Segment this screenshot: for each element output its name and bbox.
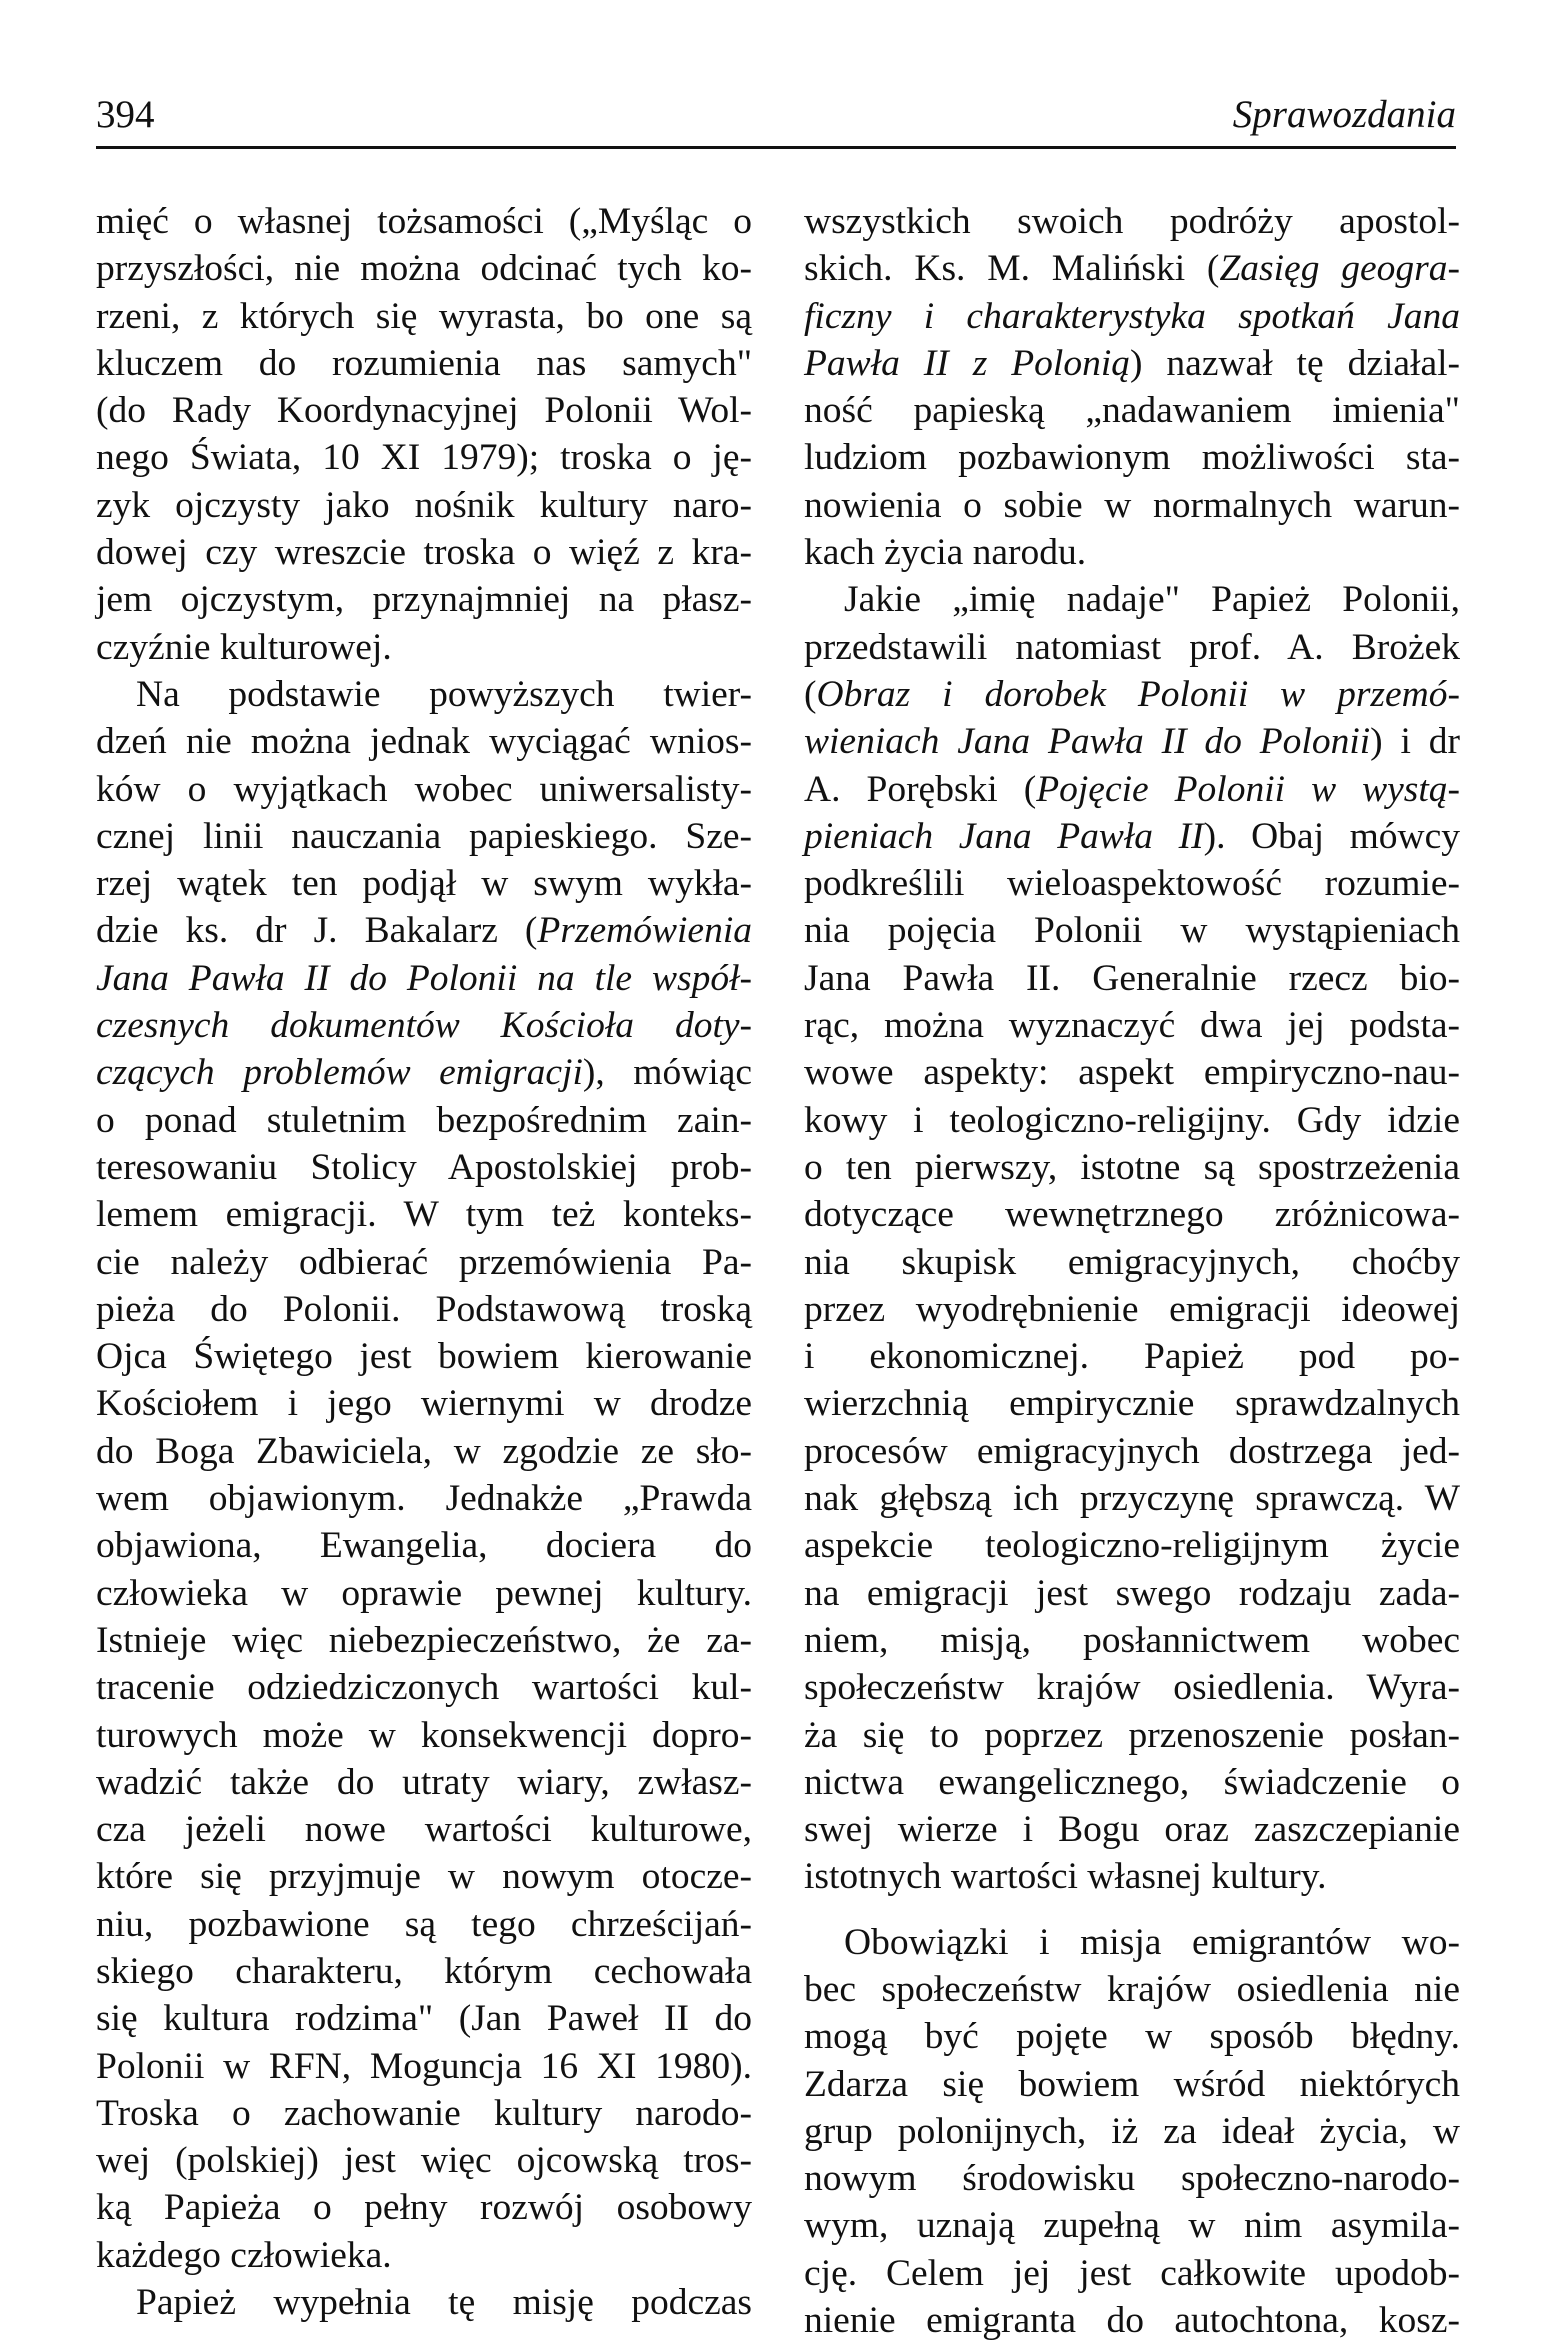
italic-title: wieniach Jana Pawła II do Polonii [804,721,1371,763]
text-line: mięć o własnej tożsamości („Myśląc o [96,201,752,242]
text-line: o ponad stuletnim bezpośrednim zain- [96,1099,752,1141]
text-line: każdego człowieka. [96,2234,392,2276]
text-line: wszystkich swoich podróży apostol- [804,201,1460,242]
text-line: rzej wątek ten podjął w swym wykła- [96,863,752,905]
text-line: objawiona, Ewangelia, dociera do [96,1525,752,1567]
page-number: 394 [96,93,155,136]
text-line: wierzchnią empirycznie sprawdzalnych [804,1383,1460,1425]
text-line: nak głębszą ich przyczynę sprawczą. W [804,1478,1460,1520]
text-line: grup polonijnych, iż za ideał życia, w [804,2110,1460,2152]
text-line: ża się to poprzez przenoszenie posłan- [804,1714,1460,1756]
text-segment: ), mówiąc [582,1052,753,1094]
text-line: niu, pozbawione są tego chrześcijań- [96,1903,752,1945]
text-line: na emigracji jest swego rodzaju zada- [804,1572,1460,1614]
text-line: nienie emigranta do autochtona, kosz- [804,2300,1460,2342]
text-line: wej (polskiej) jest więc ojcowską tros- [96,2140,752,2182]
text-line: wem objawionym. Jednakże „Prawda [96,1478,752,1520]
italic-title: Pawła II z Polonią [804,342,1130,384]
text-line: człowieka w oprawie pewnej kultury. [96,1572,752,1614]
text-line: Ojca Świętego jest bowiem kierowanie [96,1336,752,1378]
text-line [804,293,1460,340]
text-line [96,955,752,1002]
text-line: skiego charakteru, którym cechowała [96,1950,752,1992]
text-line: ludziom pozbawionym możliwości sta- [804,437,1460,479]
text-line: podkreślili wieloaspektowość rozumie- [804,863,1460,905]
text-line: istotnych wartości własnej kultury. [804,1856,1327,1898]
text-line: przez wyodrębnienie emigracji ideowej [804,1288,1460,1330]
text-segment: skich. Ks. M. Maliński ( [804,248,1220,290]
text-line: cza jeżeli nowe wartości kulturowe, [96,1809,752,1851]
text-line: wadzić także do utraty wiary, zwłasz- [96,1761,752,1803]
text-line: Istnieje więc niebezpieczeństwo, że za- [96,1619,752,1661]
text-line: się kultura rodzima" (Jan Paweł II do [96,1998,752,2040]
text-line: Jakie „imię nadaje" Papież Polonii, [844,579,1460,621]
text-segment: A. Porębski ( [804,768,1037,810]
text-line: Troska o zachowanie kultury narodo- [96,2092,752,2134]
text-line: nia skupisk emigracyjnych, choćby [804,1241,1460,1283]
text-line: Na podstawie powyższych twier- [136,673,752,715]
text-line: do Boga Zbawiciela, w zgodzie ze sło- [96,1430,752,1472]
text-line: (do Rady Koordynacyjnej Polonii Wol- [96,390,752,432]
text-line: które się przyjmuje w nowym otocze- [96,1856,752,1898]
page-header [96,92,1456,146]
running-title: Sprawozdania [1232,93,1456,136]
text-line: procesów emigracyjnych dostrzega jed- [804,1430,1460,1472]
italic-title: Jana Pawła II do Polonii na tle współ- [96,957,752,999]
text-line: i ekonomicznej. Papież pod po- [804,1336,1460,1378]
left-column [96,198,752,2326]
text-line: Papież wypełnia tę misję podczas [136,2282,752,2324]
text-line: teresowaniu Stolicy Apostolskiej prob- [96,1146,752,1188]
text-line: rąc, można wyznaczyć dwa jej podsta- [804,1005,1460,1047]
text-line: niem, misją, posłannictwem wobec [804,1619,1460,1661]
text-line: Jana Pawła II. Generalnie rzecz bio- [804,957,1460,999]
italic-title: czesnych dokumentów Kościoła doty- [96,1005,752,1047]
text-line: jem ojczystym, przynajmniej na płasz- [96,579,752,621]
text-line: mogą być pojęte w sposób błędny. [804,2016,1460,2058]
header-rule [96,146,1456,149]
text-line: o ten pierwszy, istotne są spostrzeżenia [804,1146,1460,1188]
text-line: Obowiązki i misja emigrantów wo- [844,1921,1460,1963]
text-line: aspekcie teologiczno-religijnym życie [804,1525,1460,1567]
text-segment: ) i dr [1370,721,1460,763]
text-line: nowienia o sobie w normalnych warun- [804,484,1460,526]
italic-title: ficzny i charakterystyka spotkań Jana [804,295,1460,337]
text-line [96,1002,752,1049]
text-line: dowej czy wreszcie troska o więź z kra- [96,532,752,574]
italic-title: Obraz i dorobek Polonii w przemó- [816,673,1460,715]
italic-title: Przemówienia [537,910,752,952]
text-line: tracenie odziedziczonych wartości kul- [96,1667,752,1709]
italic-title: czących problemów emigracji [96,1052,583,1094]
text-line: nego Świata, 10 XI 1979); troska o ję- [96,437,752,479]
text-line: bec społeczeństw krajów osiedlenia nie [804,1968,1460,2010]
text-line: nowym środowisku społeczno-narodo- [804,2158,1460,2200]
text-line: przyszłości, nie można odcinać tych ko- [96,248,752,290]
text-line: Zdarza się bowiem wśród niektórych [804,2063,1460,2105]
text-line: nia pojęcia Polonii w wystąpieniach [804,910,1460,952]
text-line: cie należy odbierać przemówienia Pa- [96,1241,752,1283]
text-line: kluczem do rozumienia nas samych" [96,342,752,384]
text-line-mixed [804,813,1460,860]
text-line-mixed [804,671,1460,718]
text-line: kach życia narodu. [804,532,1087,574]
text-line: dzeń nie można jednak wyciągać wnios- [96,721,752,763]
text-line: wym, uznają zupełną w nim asymila- [804,2205,1460,2247]
text-line: nictwa ewangelicznego, świadczenie o [804,1761,1460,1803]
text-line: czyźnie kulturowej. [96,626,392,668]
text-segment: ) nazwał tę działal- [1130,342,1460,384]
text-line: Kościołem i jego wiernymi w drodze [96,1383,752,1425]
text-line-mixed [804,245,1460,292]
text-line: rzeni, z których się wyrasta, bo one są [96,295,752,337]
right-column [804,198,1460,2344]
text-line: lemem emigracji. W tym też konteks- [96,1194,752,1236]
text-segment: dzie ks. dr J. Bakalarz ( [96,910,538,952]
italic-title: pieniach Jana Pawła II [804,815,1204,857]
italic-title: Zasięg geogra- [1219,248,1461,290]
text-line-mixed [804,718,1460,765]
text-line-mixed [804,766,1460,813]
text-line: turowych może w konsekwencji dopro- [96,1714,752,1756]
text-line: zyk ojczysty jako nośnik kultury naro- [96,484,752,526]
text-line: ką Papieża o pełny rozwój osobowy [96,2187,752,2229]
text-line: przedstawili natomiast prof. A. Brożek [804,626,1460,668]
text-line-mixed [804,340,1460,387]
text-line: dotyczące wewnętrznego zróżnicowa- [804,1194,1460,1236]
text-line: kowy i teologiczno-religijny. Gdy idzie [804,1099,1460,1141]
text-segment: ( [804,673,817,715]
text-segment: ). Obaj mówcy [1203,815,1460,857]
text-line: Polonii w RFN, Moguncja 16 XI 1980). [96,2045,752,2087]
text-line: cję. Celem jej jest całkowite upodob- [804,2252,1460,2294]
italic-title: Pojęcie Polonii w wystą- [1036,768,1460,810]
text-line: ków o wyjątkach wobec uniwersalisty- [96,768,752,810]
text-line: pieża do Polonii. Podstawową troską [96,1288,752,1330]
text-line: swej wierze i Bogu oraz zaszczepianie [804,1809,1460,1851]
text-line: cznej linii nauczania papieskiego. Sze- [96,815,752,857]
text-line-mixed [96,907,752,954]
text-line-mixed [96,1049,752,1096]
text-line: społeczeństw krajów osiedlenia. Wyra- [804,1667,1460,1709]
text-line: wowe aspekty: aspekt empiryczno-nau- [804,1052,1460,1094]
text-line: ność papieską „nadawaniem imienia" [804,390,1460,432]
